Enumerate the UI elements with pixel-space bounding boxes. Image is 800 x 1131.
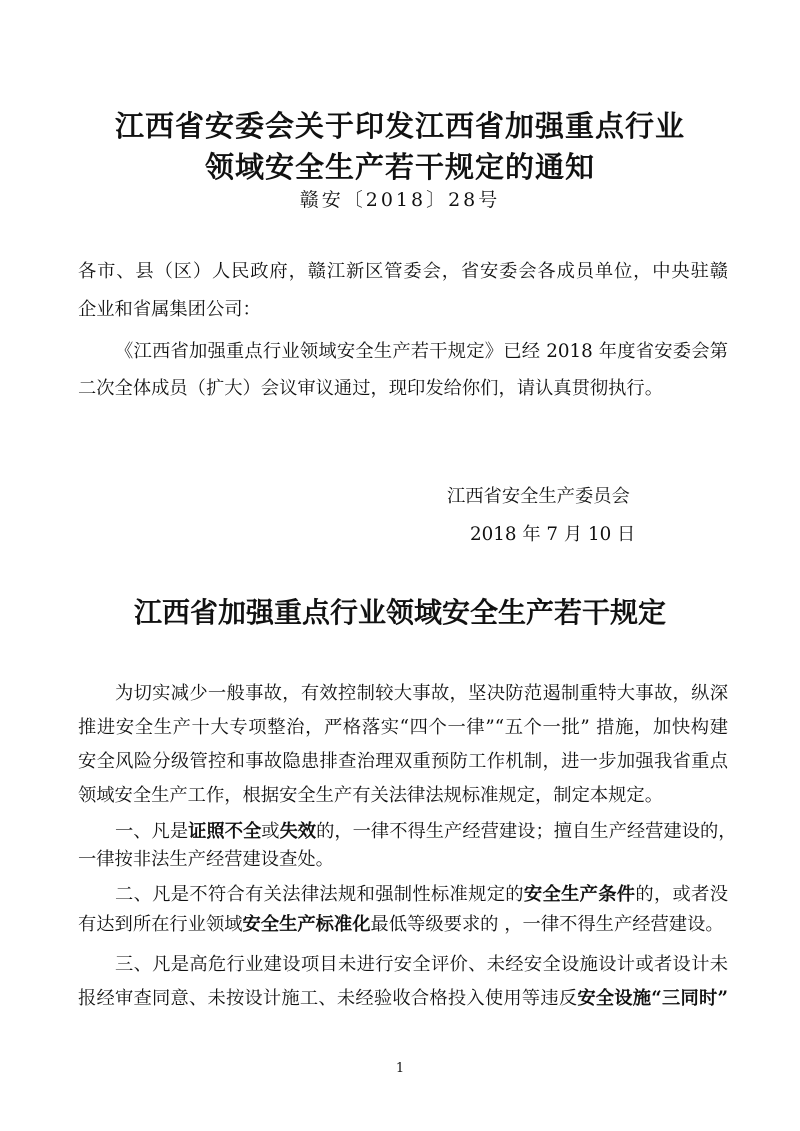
- item-2-line-2: [78, 912, 728, 938]
- item-3-emphasis-three-simultaneous: 安全设施“三同时”: [577, 988, 729, 1009]
- item-1-emphasis-incomplete: 不全: [224, 821, 262, 842]
- notice-body-line-1: 《江西省加强重点行业领域安全生产若干规定》已经 2018 年度省安委会第: [115, 341, 728, 362]
- addressee-line-2: 企业和省属集团公司：: [78, 299, 261, 320]
- item-1-emphasis-invalid: 失效: [279, 821, 317, 842]
- item-1-line-1: [115, 819, 737, 845]
- item-2-text: 最低等级要求的 ，一律不得生产经营建设。: [370, 914, 724, 935]
- item-1-line-2: 一律按非法生产经营建设查处。: [78, 849, 334, 870]
- notice-title-line-2: 领域安全生产若干规定的通知: [204, 150, 595, 184]
- page-number: 1: [395, 1061, 405, 1076]
- preamble-line-3: 安全风险分级管控和事故隐患排查治理双重预防工作机制，进一步加强我省重点: [78, 751, 728, 772]
- item-1-emphasis-certificates: 证照: [188, 821, 225, 842]
- regulation-title: 江西省加强重点行业领域安全生产若干规定: [133, 596, 666, 629]
- addressee-line-1: 各市、县（区）人民政府，赣江新区管委会，省安委会各成员单位，中央驻赣: [78, 261, 728, 282]
- item-2-text: 二、凡是不符合有关法律法规和强制性标准规定的: [115, 884, 524, 905]
- notice-body-line-2: 二次全体成员（扩大）会议审议通过，现印发给你们，请认真贯彻执行。: [78, 378, 663, 399]
- preamble-line-2: 推进安全生产十大专项整治，严格落实“四个一律”“五个一批” 措施，加快构建: [78, 717, 728, 738]
- item-2-emphasis-standardization: 安全生产标准化: [242, 914, 371, 935]
- item-2-text: 有达到所在行业领域: [78, 914, 243, 935]
- item-1-text: 的，一律不得生产经营建设；擅自生产经营建设的，: [316, 821, 737, 842]
- signature-organization: 江西省安全生产委员会: [447, 486, 630, 507]
- item-3-line-2: [78, 986, 728, 1012]
- document-number: 赣安〔2018〕28号: [299, 189, 501, 211]
- preamble-line-4: 领域安全生产工作，根据安全生产有关法律法规标准规定，制定本规定。: [78, 785, 663, 806]
- preamble-line-1: 为切实减少一般事故，有效控制较大事故，坚决防范遏制重特大事故，纵深: [115, 683, 728, 704]
- item-1-text: 一、凡是: [115, 821, 189, 842]
- item-3-line-1: 三、凡是高危行业建设项目未进行安全评价、未经安全设施设计或者设计未: [115, 954, 728, 975]
- item-2-line-1: [115, 882, 728, 908]
- item-1-text: 或: [261, 821, 280, 842]
- item-2-text: 的，或者没: [635, 884, 729, 905]
- signature-date: 2018 年 7 月 10 日: [470, 524, 636, 545]
- item-3-text: 报经审查同意、未按设计施工、未经验收合格投入使用等违反: [78, 988, 578, 1009]
- item-2-emphasis-conditions: 安全生产条件: [523, 884, 636, 905]
- notice-title-line-1: 江西省安委会关于印发江西省加强重点行业: [114, 109, 685, 143]
